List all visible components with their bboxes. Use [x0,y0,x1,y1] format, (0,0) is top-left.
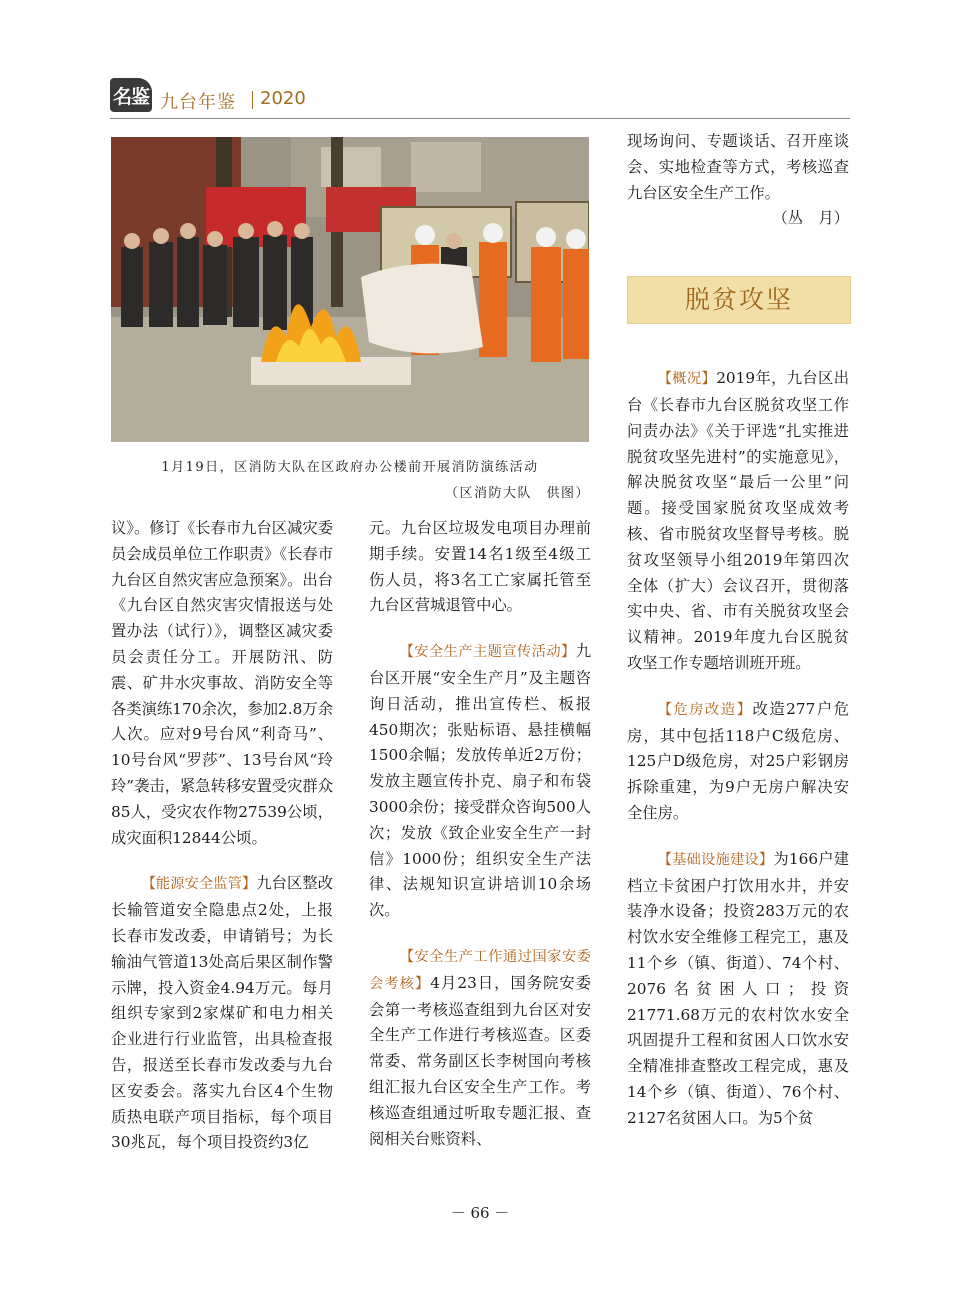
author-signature: （丛 月） [772,209,849,228]
photo-credit: （区消防大队 供图） [444,486,590,501]
section-tag: 【安全生产主题宣传活动】 [399,644,576,661]
paragraph-text: 九台区开展“安全生产月”及主题咨询日活动，推出宣传栏、板报450期次；张贴标语、悬挂横幅1500余幅；发放传单近2万份；发放主题宣传扑克、扇子和布袋3000余份；接受群众咨询500人次；发放《致企业安全生产一封信》1000份；组织安全生产法律、法规知识宣讲培训10余场次。 [369,642,591,920]
paragraph-text: 为166户建档立卡贫困户打饮用水井，并安装净水设备；投资283万元的农村饮水安全维修工程完工，惠及11个乡（镇、街道）、74个村、2076名贫困人口；投资21771.68万元的农村饮水安全巩固提升工程和贫困人口饮水安全精准排查整改工程完成，惠及14个乡（镇、街道）、76个村、2127名贫困人口。为5个贫 [627,849,850,1127]
paragraph: 现场询问、专题谈话、召开座谈会、实地检查等方式，考核巡查九台区安全生产工作。 [627,132,849,202]
section-tag: 【概况】 [657,371,717,388]
section-tag: 【安全生产工作通过国家安委会考核】 [369,948,591,992]
text-column-3 [627,129,849,1132]
section-tag: 【能源安全监管】 [141,876,257,893]
paragraph [369,639,591,924]
paragraph: 议》。修订《长春市九台区减灾委员会成员单位工作职责》《长春市九台区自然灾害应急预案》。出台《九台区自然灾害灾情报送与处置办法（试行）》，调整区减灾委员会责任分工。开展防汛、防震、矿井水灾事故、消防安全等各类演练170余次，参加2.8万余人次。应对9号台风“利奇马”、10号台风“罗莎”、13号台风“玲玲”袭击，紧急转移安置受灾群众85人，受灾农作物27539公顷，成灾面积12844公顷。 [111,519,333,847]
text-column-1 [111,516,333,1156]
paragraph-text: 九台区整改长输管道安全隐患点2处，上报长春市发改委，申请销号；为长输油气管道13处高后果区制作警示牌，投入资金4.94万元。每月组织专家到2家煤矿和电力相关企业进行行业监管，出具检查报告，报送至长春市发改委与九台区安委会。落实九台区4个生物质热电联产项目指标，每个项目30兆瓦，每个项目投资约3亿 [111,874,333,1152]
book-title: 九台年鉴 [160,92,236,113]
section-heading-banner: 脱贫攻坚 [627,276,851,324]
paragraph [111,871,333,1156]
paragraph-text: 改造277户危房，其中包括118户C级危房、125户D级危房，对25户彩钢房拆除重建，为9户无房户解决安全住房。 [627,699,849,822]
section-tag: 【危房改造】 [657,701,753,718]
book-year: 2020 [260,88,306,109]
fire-drill-photo [111,137,589,442]
section-tag: 【基础设施建设】 [657,851,774,868]
paragraph [369,944,591,1152]
paragraph [627,697,849,827]
header-separator [252,91,253,109]
photo-caption: 1月19日，区消防大队在区政府办公楼前开展消防演练活动 [161,460,539,475]
logo-text: 名鉴 [112,85,149,108]
yearbook-logo [110,78,152,112]
paragraph-text: 2019年，九台区出台《长春市九台区脱贫攻坚工作问责办法》《关于评选“扎实推进脱贫攻坚先进村”的实施意见》，解决脱贫攻坚“最后一公里”问题。接受国家脱贫攻坚成效考核、省市脱贫攻坚督导考核。脱贫攻坚领导小组2019年第四次全体（扩大）会议召开，贯彻落实中央、省、市有关脱贫攻坚会议精神。2019年度九台区脱贫攻坚工作专题培训班开班。 [627,369,849,672]
paragraph: 元。九台区垃圾发电项目办理前期手续。安置14名1级至4级工伤人员，将3名工亡家属托管至九台区营城退管中心。 [369,519,591,615]
paragraph-text: 4月23日，国务院安委会第一考核巡查组到九台区对安全生产工作进行考核巡查。区委常委、常务副区长李树国向考核组汇报九台区安全生产工作。考核巡查组通过听取专题汇报、查阅相关台账资料、 [369,973,592,1148]
page-number: － 66 － [450,1204,510,1222]
paragraph [627,366,849,677]
paragraph [627,847,849,1132]
header-rule [110,118,850,119]
text-column-2 [369,516,591,1152]
fire-drill-photo-image [111,137,589,442]
